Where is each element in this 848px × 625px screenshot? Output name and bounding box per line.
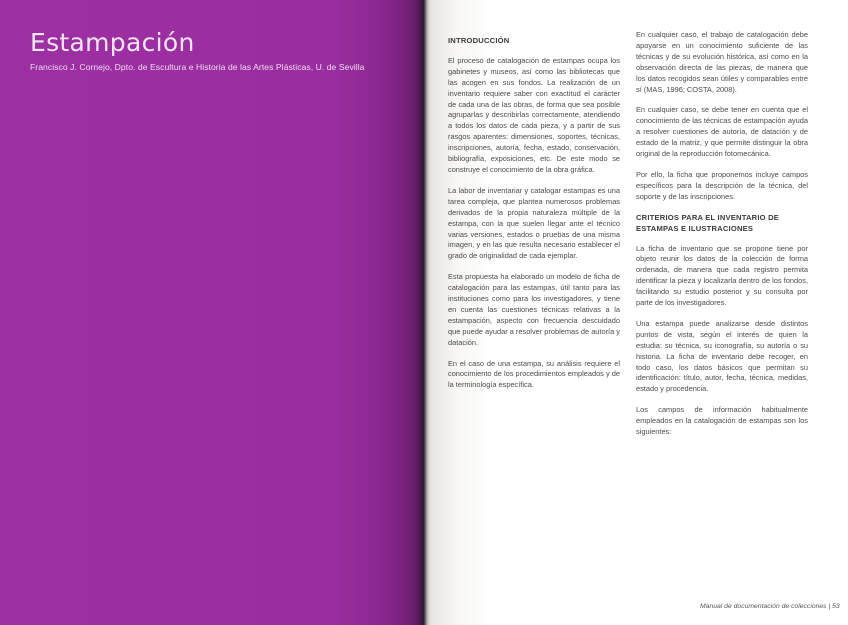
paragraph: La labor de inventariar y catalogar estampas es una tarea compleja, que plantea numerosos problemas derivados de la propia naturaleza múltiple de la estampa, con la que suelen llegar ante el técnico varias versiones, estados o pruebas de una misma imagen, y en las que resulta necesario establecer el grado de originalidad de cada ejemplar. [448,185,620,261]
paragraph: La ficha de inventario que se propone tiene por objeto reunir los datos de la colección de forma ordenada, de manera que cada registro permita identificar la pieza y localizarla dentro de los fondos, facilitando su estudio posterior y su consulta por parte de los investigadores. [636,243,808,308]
page-footer: Manual de documentación de colecciones | 53 [700,603,840,610]
paragraph: El proceso de catalogación de estampas ocupa los gabinetes y museos, así como las bibliotecas que las acogen en sus fondos. La realización de un inventario requiere saber con exactitud el carácter de cada una de las obras, de forma que sea posible agruparlas y describirlas correctamente, atendiendo a todos los datos de cada pieza, y a partir de sus rasgos aparentes: dimensiones, soportes, técnicas, inscripciones, autoría, fecha, estado, conservación, bibliografía, exposiciones, etc. De este modo se construye el conocimiento de la obra gráfica. [448,55,620,174]
section-heading-criterios: CRITERIOS PARA EL INVENTARIO DE ESTAMPAS E ILUSTRACIONES [636,212,780,233]
paragraph: En el caso de una estampa, su análisis requiere el conocimiento de los procedimientos empleados y de la terminología específica. [448,358,620,390]
paragraph: Una estampa puede analizarse desde distintos puntos de vista, según el interés de quien la estudia: su técnica, su iconografía, su autoría o su historia. La ficha de inventario debe recoger, en todo caso, los datos básicos que permitan su identificación: título, autor, fecha, técnica, medidas, estado y procedencia. [636,318,808,394]
author-affiliation: Francisco J. Cornejo, Dpto. de Escultura e Historia de las Artes Plásticas, U. de Sevilla [30,62,365,72]
paragraph: En cualquier caso, se debe tener en cuenta que el conocimiento de las técnicas de estampación ayuda a resolver cuestiones de autoría, de datación y de estado de la matriz, y que permite distinguir la obra original de la reproducción fotomecánica. [636,105,808,159]
paragraph: Por ello, la ficha que proponemos incluye campos específicos para la descripción de la técnica, del soporte y de las inscripciones. [636,169,808,201]
text-column-1 [448,36,620,401]
section-heading-introduccion: INTRODUCCIÓN [448,36,510,45]
page-title: Estampación [30,28,195,57]
paragraph: Los campos de información habitualmente empleados en la catalogación de estampas son los siguientes: [636,405,808,437]
text-column-2 [636,30,808,448]
paragraph: En cualquier caso, el trabajo de catalogación debe apoyarse en un conocimiento suficiente de las técnicas y de su evolución histórica, así como en la observación directa de las piezas, de manera que los datos recogidos sean útiles y comparables entre sí (MAS, 1996; COSTA, 2008). [636,30,808,94]
paragraph: Esta propuesta ha elaborado un modelo de ficha de catalogación para las estampas, útil tanto para las instituciones como para los investigadores, y tiene en cuenta las cuestiones técnicas relativas a la estampación, aspecto con frecuencia descuidado que puede ayudar a resolver problemas de autoría y datación. [448,272,620,347]
